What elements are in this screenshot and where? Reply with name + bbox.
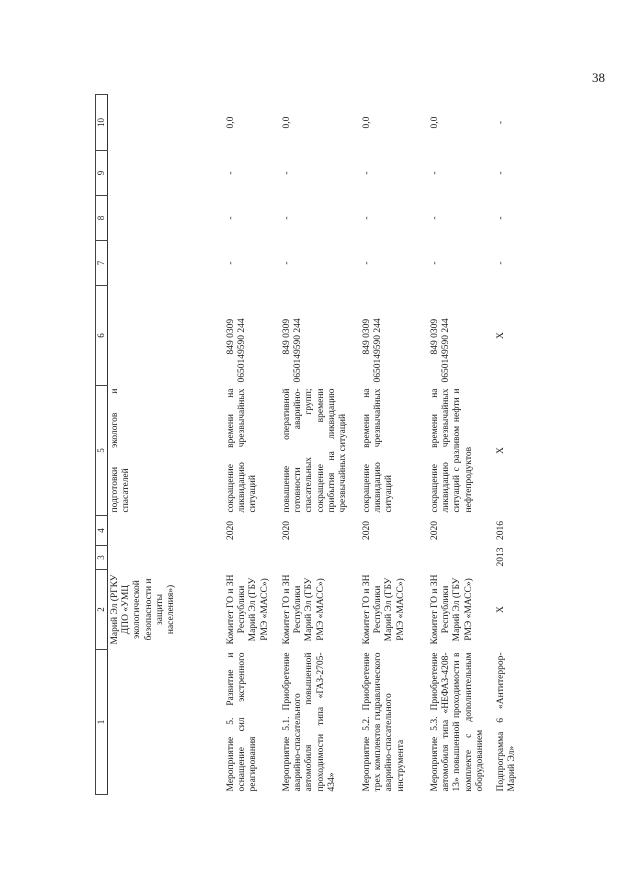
- table-row: [428, 95, 494, 795]
- cell-7: -: [496, 261, 506, 265]
- measure-executor: Комитет ГО и ЗН Республики Марий Эл (ГБУ РМЭ «МАСС»): [226, 574, 270, 645]
- measure-result: сокращение времени на ликвидацию чрезвычайных ситуаций: [226, 388, 259, 513]
- code-a: 849 0309: [430, 318, 440, 355]
- measure-title: Мероприятие 5.1. Приобретение аварийно-спасательного автомобиля повышенной проходимости типа «ГАЗ-2705-434»: [282, 652, 337, 792]
- col-num-6: 6: [96, 286, 108, 386]
- cell-10: 0,0: [282, 116, 292, 129]
- page-number: 38: [592, 70, 605, 85]
- table-row: [280, 95, 360, 795]
- cell-7: -: [226, 261, 236, 265]
- measure-title: Мероприятие 5.2. Приобретение трех комплектов гидравлического аварийно-спасательного инструмента: [362, 652, 406, 792]
- subprogram-year-end: 2016: [496, 521, 506, 540]
- col-num-7: 7: [96, 241, 108, 286]
- measure-executor: Комитет ГО и ЗН Республики Марий Эл (ГБУ РМЭ «МАСС»): [362, 574, 406, 645]
- cell-10: 0,0: [226, 116, 236, 129]
- cont-executor: Марий Эл (РГКУ ДПО «УМЦ экологической безопасности и защиты населения»): [110, 574, 177, 645]
- cell-8: -: [430, 216, 440, 220]
- subprogram-label: Подпрограмма 6 «Антитеррор-Марий Эл»: [496, 652, 518, 792]
- cont-title: [108, 650, 225, 795]
- cell-9: -: [430, 171, 440, 175]
- subprogram-executor: X: [496, 606, 506, 613]
- program-table: [95, 94, 522, 795]
- table-row: [360, 95, 428, 795]
- measure-code: [280, 286, 360, 386]
- col-num-10: 10: [96, 95, 108, 151]
- measure-title: Мероприятие 5. Развитие и оснащение сил экстренного реагирования: [226, 652, 259, 792]
- cell-10: -: [496, 120, 506, 125]
- col-num-9: 9: [96, 151, 108, 196]
- subprogram-result: X: [496, 447, 506, 454]
- measure-code: [360, 286, 428, 386]
- measure-code: [428, 286, 494, 386]
- measure-result: сокращение времени на ликвидацию чрезвычайных ситуаций: [362, 388, 395, 513]
- cell-9: -: [362, 171, 372, 175]
- cell-9: -: [226, 171, 236, 175]
- measure-result: сокращение времени на ликвидацию чрезвычайных ситуаций с разливом нефти и нефтепродуктов: [430, 388, 474, 513]
- measure-year: 2020: [282, 521, 292, 540]
- code-b: 0650149590 244: [373, 318, 384, 383]
- subprogram-code: X: [496, 332, 506, 339]
- cell-7: -: [282, 261, 292, 265]
- measure-title: Мероприятие 5.3. Приобретение автомобиля типа «НЕФАЗ-4208-13» повышенной проходимости в комплекте с дополнительным оборудованием: [430, 652, 485, 792]
- code-b: 0650149590 244: [441, 318, 452, 383]
- cell-7: -: [430, 261, 440, 265]
- measure-code: [224, 286, 280, 386]
- code-b: 0650149590 244: [237, 318, 248, 383]
- col-num-2: 2: [96, 570, 108, 650]
- cell-9: -: [282, 171, 292, 175]
- table-row: [224, 95, 280, 795]
- col-num-3: 3: [96, 546, 108, 570]
- code-a: 849 0309: [362, 318, 372, 355]
- code-b: 0650149590 244: [293, 318, 304, 383]
- cont-result: подготовки экологов и спасателей: [110, 388, 132, 513]
- continuation-row: [108, 95, 225, 795]
- measure-year: 2020: [430, 521, 440, 540]
- measure-year: 2020: [362, 521, 372, 540]
- cell-8: -: [496, 216, 506, 220]
- col-num-4: 4: [96, 516, 108, 546]
- measure-executor: Комитет ГО и ЗН Республики Марий Эл (ГБУ РМЭ «МАСС»): [282, 574, 326, 645]
- col-num-8: 8: [96, 196, 108, 241]
- cell-10: 0,0: [362, 116, 372, 129]
- column-number-row: [96, 95, 108, 795]
- cell-8: -: [282, 216, 292, 220]
- cell-10: 0,0: [430, 116, 440, 129]
- measure-year: 2020: [226, 521, 236, 540]
- cell-8: -: [362, 216, 372, 220]
- measure-result: повышение оперативной готовности аварийно-спасательных групп; сокращение времени прибытия на ликвидацию чрезвычайных ситуаций: [282, 388, 349, 513]
- cell-9: -: [496, 171, 506, 175]
- col-num-1: 1: [96, 650, 108, 795]
- measure-executor: Комитет ГО и ЗН Республики Марий Эл (ГБУ РМЭ «МАСС»): [430, 574, 474, 645]
- code-a: 849 0309: [226, 318, 236, 355]
- subprogram-year-start: 2013: [496, 547, 506, 567]
- col-num-5: 5: [96, 386, 108, 516]
- code-a: 849 0309: [282, 318, 292, 355]
- subprogram-row: [494, 95, 522, 795]
- cell-7: -: [362, 261, 372, 265]
- cell-8: -: [226, 216, 236, 220]
- rotated-table-sheet: [95, 95, 625, 795]
